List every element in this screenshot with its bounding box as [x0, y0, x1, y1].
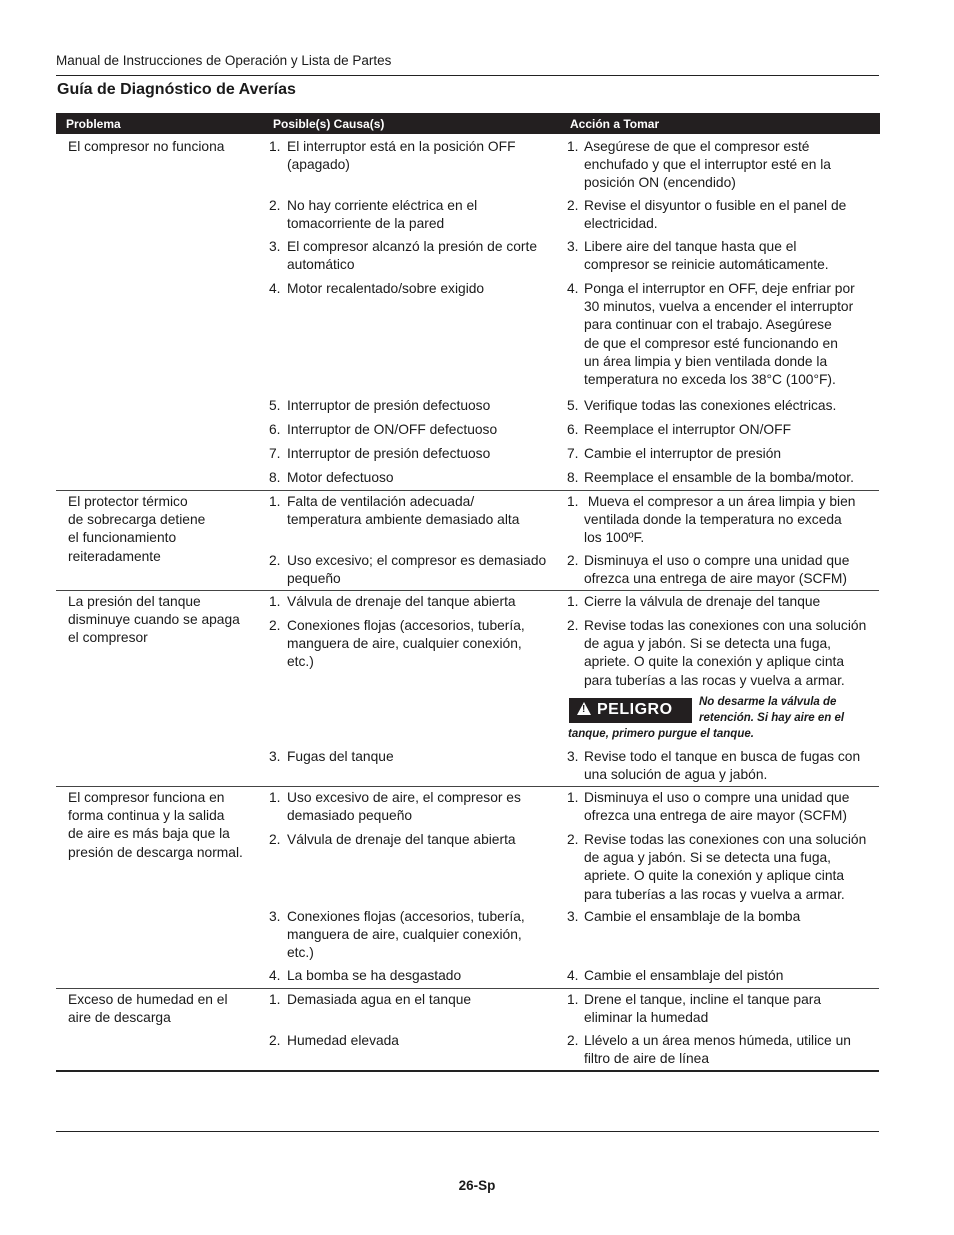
action-number: 1. — [567, 594, 579, 609]
action-number: 3. — [567, 909, 579, 924]
item-text-line: automático — [287, 257, 355, 273]
item-text-line: Libere aire del tanque hasta que el — [584, 239, 797, 254]
item-text-line: de agua y jabón. Si se detecta una fuga, — [584, 850, 831, 866]
cause-number: 7. — [269, 446, 281, 461]
page-number: 26-Sp — [458, 1178, 496, 1193]
cause-number: 2. — [269, 553, 281, 568]
cause-number: 2. — [269, 198, 281, 213]
row-divider — [56, 490, 879, 491]
action-number: 4. — [567, 281, 579, 296]
action-number: 6. — [567, 422, 579, 437]
problem-text: aire de descarga — [68, 1010, 171, 1026]
problem-text: disminuye cuando se apaga — [68, 612, 240, 628]
item-text-line: ofrezca una entrega de aire mayor (SCFM) — [584, 808, 848, 824]
item-text-line: pequeño — [287, 571, 341, 587]
action-number: 2. — [567, 618, 579, 633]
item-text-line: Reemplace el ensamble de la bomba/motor. — [584, 470, 854, 485]
problem-text: Exceso de humedad en el — [68, 992, 228, 1007]
row-divider — [56, 988, 879, 989]
action-number: 1. — [567, 139, 579, 154]
item-text-line: una solución de agua y jabón. — [584, 767, 768, 783]
footer-divider — [56, 1131, 879, 1132]
action-number: 1. — [567, 992, 579, 1007]
problem-text: de sobrecarga detiene — [68, 512, 206, 528]
action-number: 1. — [567, 790, 579, 805]
item-text-line: filtro de aire de línea — [584, 1051, 710, 1067]
item-text-line: Revise todo el tanque en busca de fugas con — [584, 749, 861, 764]
problem-text: forma continua y la salida — [68, 808, 225, 824]
action-number: 2. — [567, 1033, 579, 1048]
cause-number: 3. — [269, 749, 281, 764]
item-text-line: temperatura no exceda los 38°C (100°F). — [584, 372, 836, 387]
item-text-line: Mueva el compresor a un área limpia y bien — [584, 494, 856, 509]
action-number: 4. — [567, 968, 579, 983]
item-text-line: Cambie el ensamblaje de la bomba — [584, 909, 801, 924]
danger-badge — [569, 698, 692, 723]
item-text-line: posición ON (encendido) — [584, 175, 736, 191]
item-text-line: los 100ºF. — [584, 530, 645, 546]
problem-text: El protector térmico — [68, 494, 188, 509]
action-number: 5. — [567, 398, 579, 413]
item-text-line: Motor recalentado/sobre exigido — [287, 281, 485, 296]
item-text-line: Disminuya el uso o compre una unidad que — [584, 553, 850, 568]
item-text-line: tomacorriente de la pared — [287, 216, 445, 232]
item-text-line: manguera de aire, cualquier conexión, — [287, 636, 522, 652]
table-bottom-border — [56, 1070, 879, 1072]
danger-text-line: No desarme la válvula de — [699, 696, 837, 708]
cause-number: 4. — [269, 281, 281, 296]
item-text-line: (apagado) — [287, 157, 350, 173]
action-number: 1. — [567, 494, 579, 509]
row-divider — [56, 590, 879, 591]
item-text-line: Interruptor de presión defectuoso — [287, 446, 491, 461]
item-text-line: compresor se reinicie automáticamente. — [584, 257, 829, 273]
item-text-line: temperatura ambiente demasiado alta — [287, 512, 520, 528]
cause-number: 6. — [269, 422, 281, 437]
item-text-line: Válvula de drenaje del tanque abierta — [287, 832, 516, 847]
item-text-line: Demasiada agua en el tanque — [287, 992, 472, 1007]
item-text-line: Revise todas las conexiones con una solución — [584, 618, 867, 633]
item-text-line: de que el compresor esté funcionando en — [584, 335, 838, 351]
item-text-line: Humedad elevada — [287, 1033, 399, 1048]
item-text-line: Cambie el interruptor de presión — [584, 446, 782, 461]
cause-number: 1. — [269, 594, 281, 609]
item-text-line: Revise el disyuntor o fusible en el panel de — [584, 198, 847, 213]
item-text-line: Disminuya el uso o compre una unidad que — [584, 790, 850, 805]
section-title: Guía de Diagnóstico de Averías — [57, 81, 296, 98]
item-text-line: ofrezca una entrega de aire mayor (SCFM) — [584, 571, 848, 587]
item-text-line: La bomba se ha desgastado — [287, 968, 462, 983]
action-number: 3. — [567, 239, 579, 254]
item-text-line: Interruptor de presión defectuoso — [287, 398, 491, 413]
manual-title: Manual de Instrucciones de Operación y Lista de Partes — [56, 53, 392, 68]
item-text-line: para continuar con el trabajo. Asegúrese — [584, 317, 832, 333]
item-text-line: Drene el tanque, incline el tanque para — [584, 992, 822, 1007]
item-text-line: Conexiones flojas (accesorios, tubería, — [287, 909, 525, 924]
item-text-line: Motor defectuoso — [287, 470, 394, 485]
problem-text: de aire es más baja que la — [68, 826, 230, 842]
item-text-line: Asegúrese de que el compresor esté — [584, 139, 810, 154]
item-text-line: No hay corriente eléctrica en el — [287, 198, 478, 213]
item-text-line: Verifique todas las conexiones eléctricas. — [584, 398, 837, 413]
item-text-line: Llévelo a un área menos húmeda, utilice un — [584, 1033, 851, 1048]
action-number: 7. — [567, 446, 579, 461]
item-text-line: manguera de aire, cualquier conexión, — [287, 927, 522, 943]
table-header — [56, 113, 880, 134]
problem-text: el compresor — [68, 630, 148, 646]
cause-number: 1. — [269, 139, 281, 154]
column-header-actions: Acción a Tomar — [570, 117, 660, 131]
item-text-line: electricidad. — [584, 216, 658, 232]
item-text-line: El compresor alcanzó la presión de corte — [287, 239, 538, 254]
item-text-line: demasiado pequeño — [287, 808, 413, 824]
danger-text-line: tanque, primero purgue el tanque. — [568, 728, 754, 740]
problem-text: presión de descarga normal. — [68, 844, 243, 860]
action-number: 8. — [567, 470, 579, 485]
cause-number: 2. — [269, 1033, 281, 1048]
cause-number: 1. — [269, 992, 281, 1007]
item-text-line: ventilada donde la temperatura no exceda — [584, 512, 842, 528]
cause-number: 5. — [269, 398, 281, 413]
problem-text: La presión del tanque — [68, 594, 201, 609]
item-text-line: apriete. O quite la conexión y aplique cinta — [584, 654, 845, 670]
cause-number: 2. — [269, 618, 281, 633]
item-text-line: etc.) — [287, 654, 314, 670]
problem-text: El compresor funciona en — [68, 790, 225, 805]
action-number: 2. — [567, 832, 579, 847]
item-text-line: eliminar la humedad — [584, 1010, 709, 1026]
item-text-line: un área limpia y bien ventilada donde la — [584, 353, 828, 369]
problem-text: el funcionamiento — [68, 530, 177, 546]
cause-number: 3. — [269, 909, 281, 924]
item-text-line: 30 minutos, vuelva a encender el interruptor — [584, 299, 854, 315]
item-text-line: apriete. O quite la conexión y aplique cinta — [584, 868, 845, 884]
header-divider — [56, 75, 879, 76]
item-text-line: para tuberías a las rocas y vuelva a armar. — [584, 886, 845, 902]
item-text-line: Cambie el ensamblaje del pistón — [584, 968, 784, 983]
item-text-line: para tuberías a las rocas y vuelva a armar. — [584, 672, 845, 688]
action-number: 3. — [567, 749, 579, 764]
action-number: 2. — [567, 198, 579, 213]
item-text-line: Válvula de drenaje del tanque abierta — [287, 594, 516, 609]
cause-number: 2. — [269, 832, 281, 847]
cause-number: 1. — [269, 494, 281, 509]
danger-label: PELIGRO — [597, 701, 673, 718]
column-header-problem: Problema — [66, 117, 121, 131]
cause-number: 8. — [269, 470, 281, 485]
item-text-line: Uso excesivo de aire, el compresor es — [287, 790, 521, 805]
problem-text: reiteradamente — [68, 548, 161, 564]
column-header-causes: Posible(s) Causa(s) — [273, 117, 385, 131]
item-text-line: Interruptor de ON/OFF defectuoso — [287, 422, 498, 437]
item-text-line: Ponga el interruptor en OFF, deje enfriar por — [584, 281, 855, 296]
cause-number: 3. — [269, 239, 281, 254]
item-text-line: Cierre la válvula de drenaje del tanque — [584, 594, 821, 609]
item-text-line: Uso excesivo; el compresor es demasiado — [287, 553, 547, 568]
item-text-line: Falta de ventilación adecuada/ — [287, 494, 475, 509]
item-text-line: Fugas del tanque — [287, 749, 394, 764]
cause-number: 1. — [269, 790, 281, 805]
problem-text: El compresor no funciona — [68, 139, 225, 154]
item-text-line: enchufado y que el interruptor esté en la — [584, 157, 831, 173]
item-text-line: de agua y jabón. Si se detecta una fuga, — [584, 636, 831, 652]
item-text-line: Revise todas las conexiones con una solución — [584, 832, 867, 847]
item-text-line: etc.) — [287, 945, 314, 961]
item-text-line: El interruptor está en la posición OFF — [287, 139, 516, 154]
warning-triangle-icon — [577, 702, 591, 715]
cause-number: 4. — [269, 968, 281, 983]
row-divider — [56, 786, 879, 787]
item-text-line: Reemplace el interruptor ON/OFF — [584, 422, 792, 437]
item-text-line: Conexiones flojas (accesorios, tubería, — [287, 618, 525, 633]
action-number: 2. — [567, 553, 579, 568]
danger-text-line: retención. Si hay aire en el — [699, 712, 845, 724]
